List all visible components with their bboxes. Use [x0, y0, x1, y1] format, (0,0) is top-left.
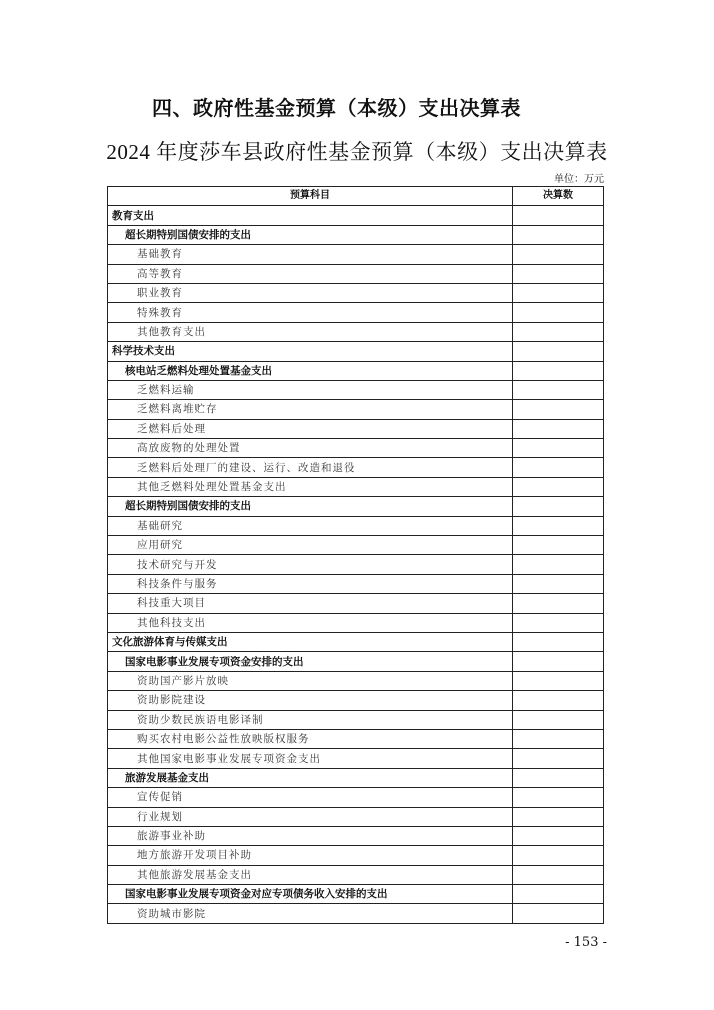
budget-subject-cell: 乏燃料后处理厂的建设、运行、改造和退役 [108, 458, 513, 477]
budget-subject-cell: 技术研究与开发 [108, 555, 513, 574]
table-row [108, 632, 604, 651]
table-row [108, 652, 604, 671]
amount-cell [513, 264, 604, 283]
budget-subject-cell: 资助影院建设 [108, 691, 513, 710]
amount-cell [513, 283, 604, 302]
table-row [108, 225, 604, 244]
amount-cell [513, 419, 604, 438]
budget-subject-cell: 行业规划 [108, 807, 513, 826]
table-row [108, 768, 604, 787]
amount-cell [513, 516, 604, 535]
budget-subject-cell: 购买农村电影公益性放映版权服务 [108, 729, 513, 748]
column-header-amount: 决算数 [513, 187, 604, 206]
amount-cell [513, 361, 604, 380]
budget-subject-cell: 超长期特别国债安排的支出 [108, 497, 513, 516]
budget-subject-cell: 其他旅游发展基金支出 [108, 865, 513, 884]
budget-subject-cell: 乏燃料运输 [108, 380, 513, 399]
amount-cell [513, 555, 604, 574]
table-row [108, 283, 604, 302]
budget-subject-cell: 乏燃料离堆贮存 [108, 400, 513, 419]
amount-cell [513, 846, 604, 865]
table-row [108, 885, 604, 904]
table-row [108, 574, 604, 593]
table-row [108, 400, 604, 419]
amount-cell [513, 245, 604, 264]
budget-subject-cell: 科技重大项目 [108, 594, 513, 613]
section-heading: 四、政府性基金预算（本级）支出决算表 [152, 96, 521, 120]
amount-cell [513, 477, 604, 496]
budget-subject-cell: 超长期特别国债安排的支出 [108, 225, 513, 244]
budget-subject-cell: 应用研究 [108, 536, 513, 555]
table-row [108, 710, 604, 729]
table-row [108, 380, 604, 399]
amount-cell [513, 788, 604, 807]
amount-cell [513, 807, 604, 826]
column-header-subject: 预算科目 [108, 187, 513, 206]
budget-subject-cell: 基础研究 [108, 516, 513, 535]
amount-cell [513, 594, 604, 613]
table-row [108, 749, 604, 768]
table-row [108, 807, 604, 826]
expenditure-table [107, 186, 604, 924]
budget-subject-cell: 高等教育 [108, 264, 513, 283]
amount-cell [513, 225, 604, 244]
table-row [108, 788, 604, 807]
amount-cell [513, 826, 604, 845]
budget-subject-cell: 教育支出 [108, 206, 513, 225]
budget-subject-cell: 其他教育支出 [108, 322, 513, 341]
budget-subject-cell: 科学技术支出 [108, 342, 513, 361]
amount-cell [513, 380, 604, 399]
amount-cell [513, 691, 604, 710]
budget-subject-cell: 文化旅游体育与传媒支出 [108, 632, 513, 651]
table-row [108, 904, 604, 923]
amount-cell [513, 400, 604, 419]
budget-subject-cell: 科技条件与服务 [108, 574, 513, 593]
amount-cell [513, 865, 604, 884]
table-row [108, 342, 604, 361]
amount-cell [513, 574, 604, 593]
budget-subject-cell: 其他乏燃料处理处置基金支出 [108, 477, 513, 496]
table-row [108, 729, 604, 748]
table-row [108, 477, 604, 496]
amount-cell [513, 768, 604, 787]
table-row [108, 264, 604, 283]
table-row [108, 846, 604, 865]
amount-cell [513, 671, 604, 690]
amount-cell [513, 885, 604, 904]
budget-subject-cell: 国家电影事业发展专项资金对应专项债务收入安排的支出 [108, 885, 513, 904]
budget-subject-cell: 其他科技支出 [108, 613, 513, 632]
budget-subject-cell: 宣传促销 [108, 788, 513, 807]
table-row [108, 303, 604, 322]
budget-subject-cell: 地方旅游开发项目补助 [108, 846, 513, 865]
table-row [108, 322, 604, 341]
budget-subject-cell: 核电站乏燃料处理处置基金支出 [108, 361, 513, 380]
amount-cell [513, 904, 604, 923]
table-row [108, 536, 604, 555]
table-row [108, 613, 604, 632]
amount-cell [513, 303, 604, 322]
table-row [108, 865, 604, 884]
budget-subject-cell: 职业教育 [108, 283, 513, 302]
budget-subject-cell: 国家电影事业发展专项资金安排的支出 [108, 652, 513, 671]
amount-cell [513, 613, 604, 632]
table-row [108, 671, 604, 690]
table-header-row [108, 187, 604, 206]
table-row [108, 497, 604, 516]
budget-subject-cell: 旅游事业补助 [108, 826, 513, 845]
amount-cell [513, 632, 604, 651]
amount-cell [513, 458, 604, 477]
amount-cell [513, 710, 604, 729]
amount-cell [513, 536, 604, 555]
budget-subject-cell: 旅游发展基金支出 [108, 768, 513, 787]
table-body [108, 206, 604, 923]
budget-subject-cell: 资助少数民族语电影译制 [108, 710, 513, 729]
table-row [108, 245, 604, 264]
table-row [108, 458, 604, 477]
table-row [108, 555, 604, 574]
table-row [108, 594, 604, 613]
amount-cell [513, 497, 604, 516]
table-row [108, 206, 604, 225]
amount-cell [513, 652, 604, 671]
table-row [108, 516, 604, 535]
amount-cell [513, 729, 604, 748]
amount-cell [513, 439, 604, 458]
budget-subject-cell: 资助城市影院 [108, 904, 513, 923]
table-row [108, 419, 604, 438]
table-row [108, 439, 604, 458]
table-title: 2024 年度莎车县政府性基金预算（本级）支出决算表 [106, 140, 608, 164]
budget-subject-cell: 基础教育 [108, 245, 513, 264]
budget-subject-cell: 其他国家电影事业发展专项资金支出 [108, 749, 513, 768]
amount-cell [513, 206, 604, 225]
budget-subject-cell: 乏燃料后处理 [108, 419, 513, 438]
amount-cell [513, 342, 604, 361]
table-row [108, 691, 604, 710]
amount-cell [513, 749, 604, 768]
amount-cell [513, 322, 604, 341]
budget-subject-cell: 特殊教育 [108, 303, 513, 322]
budget-subject-cell: 资助国产影片放映 [108, 671, 513, 690]
page-number: - 153 - [565, 935, 607, 950]
unit-label: 单位：万元 [554, 174, 604, 185]
table-row [108, 361, 604, 380]
table-row [108, 826, 604, 845]
budget-subject-cell: 高放废物的处理处置 [108, 439, 513, 458]
